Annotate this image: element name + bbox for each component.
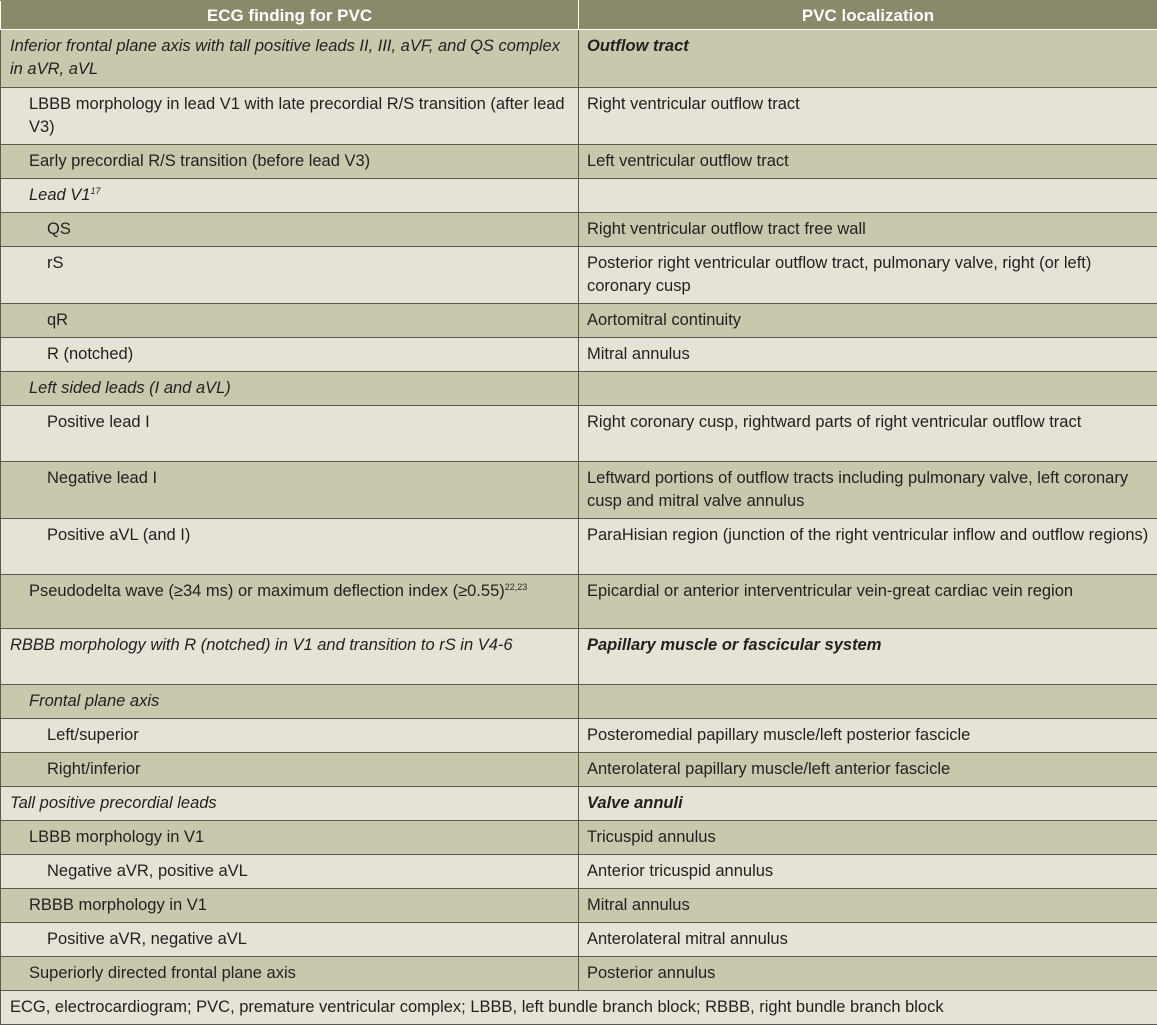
- localization-cell: Mitral annulus: [587, 896, 690, 914]
- localization-cell: Anterior tricuspid annulus: [587, 862, 773, 880]
- table-row: [1, 753, 1157, 787]
- finding-cell: Early precordial R/S transition (before lead V3): [29, 152, 370, 170]
- table-row: [1, 923, 1157, 957]
- localization-cell: Right ventricular outflow tract free wall: [587, 220, 866, 238]
- localization-cell: Left ventricular outflow tract: [587, 152, 789, 170]
- table-row: [1, 957, 1157, 991]
- localization-cell: ParaHisian region (junction of the right ventricular inflow and outflow regions): [587, 526, 1148, 544]
- localization-cell: Right coronary cusp, rightward parts of right ventricular outflow tract: [587, 413, 1081, 431]
- header-pvc-localization: PVC localization: [579, 1, 1157, 30]
- localization-cell: Valve annuli: [587, 794, 683, 812]
- finding-cell: LBBB morphology in V1: [29, 828, 204, 846]
- finding-cell: Negative aVR, positive aVL: [47, 862, 248, 880]
- table-row: [1, 787, 1157, 821]
- localization-cell: Anterolateral papillary muscle/left anterior fascicle: [587, 760, 950, 778]
- table-row: [1, 213, 1157, 247]
- table-row: [1, 406, 1157, 462]
- finding-cell: RBBB morphology in V1: [29, 896, 207, 914]
- header-ecg-finding: ECG finding for PVC: [1, 1, 579, 30]
- footnote: ECG, electrocardiogram; PVC, premature ventricular complex; LBBB, left bundle branch block; RBBB, right bundle branch block: [1, 991, 1157, 1025]
- finding-cell: Left sided leads (I and aVL): [29, 379, 231, 397]
- table-row: [1, 629, 1157, 685]
- finding-cell: Negative lead I: [47, 469, 157, 487]
- table-row: [1, 855, 1157, 889]
- table-row: [1, 338, 1157, 372]
- finding-cell: qR: [47, 311, 68, 329]
- table-row: [1, 247, 1157, 304]
- finding-cell: rS: [47, 254, 64, 272]
- finding-cell: Inferior frontal plane axis with tall positive leads II, III, aVF, and QS complex in aVR, aVL: [10, 37, 560, 78]
- localization-cell: Papillary muscle or fascicular system: [587, 636, 881, 654]
- localization-cell: Anterolateral mitral annulus: [587, 930, 788, 948]
- localization-cell: Aortomitral continuity: [587, 311, 741, 329]
- finding-cell: Left/superior: [47, 726, 139, 744]
- table-row: [1, 685, 1157, 719]
- finding-cell: LBBB morphology in lead V1 with late precordial R/S transition (after lead V3): [29, 95, 565, 136]
- localization-cell: Epicardial or anterior interventricular vein-great cardiac vein region: [587, 582, 1073, 600]
- finding-cell: Pseudodelta wave (≥34 ms) or maximum deflection index (≥0.55): [29, 582, 505, 600]
- localization-cell: Posterior annulus: [587, 964, 715, 982]
- localization-cell: Outflow tract: [587, 37, 689, 55]
- localization-cell: Mitral annulus: [587, 345, 690, 363]
- localization-cell: Posterior right ventricular outflow tract, pulmonary valve, right (or left) coronary cusp: [587, 254, 1091, 295]
- finding-cell: Lead V1: [29, 186, 90, 204]
- table-row: [1, 821, 1157, 855]
- finding-cell: Right/inferior: [47, 760, 141, 778]
- citation-superscript: 17: [90, 186, 100, 196]
- table-row: [1, 30, 1157, 88]
- citation-superscript: 22,23: [505, 582, 528, 592]
- localization-cell: Right ventricular outflow tract: [587, 95, 800, 113]
- header-row: [1, 1, 1157, 30]
- finding-cell: Positive aVR, negative aVL: [47, 930, 247, 948]
- table-row: [1, 719, 1157, 753]
- table-row: [1, 179, 1157, 213]
- localization-cell: Tricuspid annulus: [587, 828, 716, 846]
- finding-cell: Frontal plane axis: [29, 692, 159, 710]
- table-row: [1, 889, 1157, 923]
- finding-cell: RBBB morphology with R (notched) in V1 and transition to rS in V4-6: [10, 636, 513, 654]
- table-row: [1, 462, 1157, 519]
- localization-cell: Posteromedial papillary muscle/left posterior fascicle: [587, 726, 970, 744]
- table-row: [1, 145, 1157, 179]
- finding-cell: R (notched): [47, 345, 133, 363]
- table-row: [1, 88, 1157, 145]
- table-row: [1, 519, 1157, 575]
- table-row: [1, 372, 1157, 406]
- localization-cell: Leftward portions of outflow tracts including pulmonary valve, left coronary cusp and mitral valve annulus: [587, 469, 1128, 510]
- table-row: [1, 304, 1157, 338]
- finding-cell: QS: [47, 220, 71, 238]
- finding-cell: Positive aVL (and I): [47, 526, 190, 544]
- finding-cell: Positive lead I: [47, 413, 150, 431]
- finding-cell: Superiorly directed frontal plane axis: [29, 964, 296, 982]
- finding-cell: Tall positive precordial leads: [10, 794, 217, 812]
- table-row: [1, 575, 1157, 629]
